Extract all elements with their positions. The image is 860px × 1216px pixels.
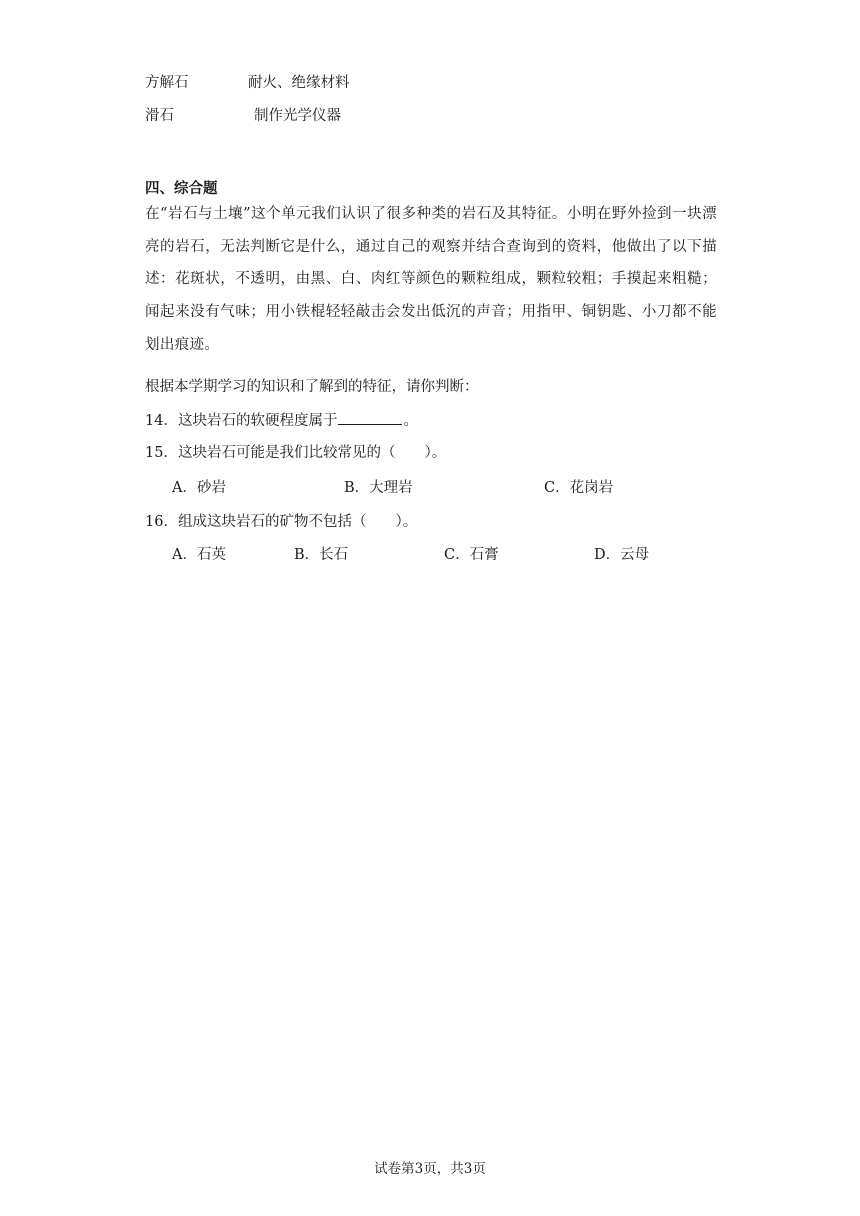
question-14-text: 14．这块岩石的软硬程度属于 (145, 413, 338, 429)
question-15: 15．这块岩石可能是我们比较常见的（ ）。 (145, 445, 447, 461)
instruction-text: 根据本学期学习的知识和了解到的特征，请你判断： (145, 379, 479, 395)
match-row-1-mineral: 方解石 (145, 75, 189, 91)
match-row-1-use: 耐火、绝缘材料 (248, 75, 350, 91)
question-14-end: 。 (403, 413, 418, 429)
q16-option-a[interactable]: A．石英 (172, 547, 226, 563)
q15-option-a[interactable]: A．砂岩 (172, 480, 226, 496)
q16-option-c[interactable]: C．石膏 (444, 547, 499, 563)
match-row-2-mineral: 滑石 (145, 108, 174, 124)
q15-option-c[interactable]: C．花岗岩 (544, 480, 614, 496)
q16-option-d[interactable]: D．云母 (594, 547, 650, 563)
question-14 (145, 410, 418, 431)
section-title: 四、综合题 (145, 180, 218, 197)
question-16: 16．组成这块岩石的矿物不包括（ ）。 (145, 514, 418, 530)
q15-option-b[interactable]: B．大理岩 (344, 480, 413, 496)
match-row-2-use: 制作光学仪器 (254, 108, 341, 124)
page-footer: 试卷第3页，共3页 (374, 1161, 486, 1177)
intro-paragraph: 在“岩石与土壤”这个单元我们认识了很多种类的岩石及其特征。小明在野外捡到一块漂亮的岩石，无法判断它是什么，通过自己的观察并结合查询到的资料，他做出了以下描述：花斑状，不透明，由黑、白、肉红等颜色的颗粒组成，颗粒较粗；手摸起来粗糙；闻起来没有气味；用小铁棍轻轻敲击会发出低沉的声音；用指甲、铜钥匙、小刀都不能划出痕迹。 (145, 206, 717, 353)
answer-blank[interactable] (338, 410, 402, 425)
q16-option-b[interactable]: B．长石 (294, 547, 349, 563)
